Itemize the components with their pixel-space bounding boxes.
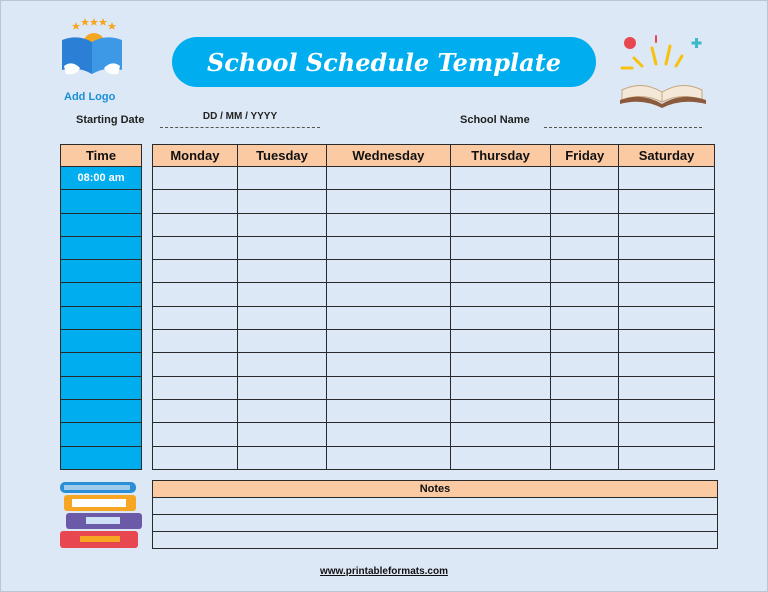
schedule-cell-friday[interactable] bbox=[551, 190, 619, 213]
schedule-cell-thursday[interactable] bbox=[450, 167, 551, 190]
add-logo-label[interactable]: Add Logo bbox=[64, 91, 116, 103]
time-slot-cell[interactable] bbox=[61, 190, 142, 213]
schedule-cell-monday[interactable] bbox=[153, 399, 238, 422]
schedule-cell-monday[interactable] bbox=[153, 376, 238, 399]
open-book-sparkle-icon bbox=[616, 30, 710, 110]
schedule-row bbox=[153, 213, 715, 236]
schedule-cell-monday[interactable] bbox=[153, 190, 238, 213]
schedule-cell-tuesday[interactable] bbox=[237, 306, 326, 329]
schedule-row bbox=[153, 167, 715, 190]
time-slot-cell[interactable] bbox=[61, 213, 142, 236]
time-slot-cell[interactable] bbox=[61, 446, 142, 469]
time-slot-cell[interactable] bbox=[61, 330, 142, 353]
schedule-row bbox=[153, 330, 715, 353]
time-slot-cell[interactable] bbox=[61, 399, 142, 422]
schedule-cell-tuesday[interactable] bbox=[237, 236, 326, 259]
schedule-cell-monday[interactable] bbox=[153, 213, 238, 236]
schedule-cell-saturday[interactable] bbox=[619, 399, 715, 422]
schedule-cell-saturday[interactable] bbox=[619, 330, 715, 353]
schedule-cell-friday[interactable] bbox=[551, 213, 619, 236]
schedule-row bbox=[153, 190, 715, 213]
time-header: Time bbox=[61, 145, 142, 167]
schedule-cell-friday[interactable] bbox=[551, 446, 619, 469]
schedule-cell-saturday[interactable] bbox=[619, 190, 715, 213]
schedule-cell-wednesday[interactable] bbox=[327, 423, 451, 446]
schedule-cell-thursday[interactable] bbox=[450, 260, 551, 283]
schedule-cell-tuesday[interactable] bbox=[237, 330, 326, 353]
schedule-cell-thursday[interactable] bbox=[450, 236, 551, 259]
schedule-cell-tuesday[interactable] bbox=[237, 260, 326, 283]
time-slot-cell[interactable] bbox=[61, 306, 142, 329]
schedule-row bbox=[153, 446, 715, 469]
schedule-cell-friday[interactable] bbox=[551, 399, 619, 422]
schedule-cell-saturday[interactable] bbox=[619, 353, 715, 376]
day-header-tuesday: Tuesday bbox=[237, 145, 326, 167]
schedule-cell-wednesday[interactable] bbox=[327, 353, 451, 376]
starting-date-line bbox=[160, 127, 320, 128]
schedule-cell-thursday[interactable] bbox=[450, 306, 551, 329]
notes-header: Notes bbox=[153, 481, 718, 498]
schedule-cell-thursday[interactable] bbox=[450, 446, 551, 469]
schedule-cell-wednesday[interactable] bbox=[327, 236, 451, 259]
footer-link[interactable]: www.printableformats.com bbox=[320, 566, 448, 577]
open-book-logo-icon bbox=[58, 18, 126, 84]
schedule-cell-wednesday[interactable] bbox=[327, 190, 451, 213]
schedule-cell-tuesday[interactable] bbox=[237, 376, 326, 399]
schedule-cell-monday[interactable] bbox=[153, 306, 238, 329]
schedule-cell-tuesday[interactable] bbox=[237, 446, 326, 469]
schedule-row bbox=[153, 399, 715, 422]
notes-line[interactable] bbox=[153, 498, 718, 515]
schedule-cell-tuesday[interactable] bbox=[237, 167, 326, 190]
schedule-cell-tuesday[interactable] bbox=[237, 423, 326, 446]
schedule-cell-monday[interactable] bbox=[153, 236, 238, 259]
schedule-row bbox=[153, 353, 715, 376]
schedule-cell-saturday[interactable] bbox=[619, 446, 715, 469]
schedule-row bbox=[153, 423, 715, 446]
schedule-cell-saturday[interactable] bbox=[619, 376, 715, 399]
day-header-friday: Friday bbox=[551, 145, 619, 167]
schedule-cell-friday[interactable] bbox=[551, 236, 619, 259]
schedule-table bbox=[152, 144, 715, 470]
schedule-cell-friday[interactable] bbox=[551, 423, 619, 446]
time-slot-cell[interactable] bbox=[61, 423, 142, 446]
schedule-cell-wednesday[interactable] bbox=[327, 167, 451, 190]
notes-table bbox=[152, 480, 718, 549]
day-header-wednesday: Wednesday bbox=[327, 145, 451, 167]
schedule-cell-wednesday[interactable] bbox=[327, 213, 451, 236]
schedule-cell-tuesday[interactable] bbox=[237, 190, 326, 213]
schedule-cell-friday[interactable] bbox=[551, 353, 619, 376]
schedule-cell-friday[interactable] bbox=[551, 283, 619, 306]
schedule-row bbox=[153, 260, 715, 283]
schedule-cell-tuesday[interactable] bbox=[237, 399, 326, 422]
schedule-row bbox=[153, 306, 715, 329]
book-stack-icon bbox=[58, 480, 144, 550]
schedule-row bbox=[153, 283, 715, 306]
schedule-cell-wednesday[interactable] bbox=[327, 306, 451, 329]
schedule-cell-thursday[interactable] bbox=[450, 376, 551, 399]
time-slot-cell[interactable] bbox=[61, 236, 142, 259]
schedule-cell-thursday[interactable] bbox=[450, 423, 551, 446]
schedule-cell-friday[interactable] bbox=[551, 167, 619, 190]
time-slot-cell[interactable] bbox=[61, 260, 142, 283]
page-title: School Schedule Template bbox=[206, 47, 562, 77]
time-slot-cell[interactable] bbox=[61, 353, 142, 376]
school-name-label: School Name bbox=[460, 114, 530, 126]
schedule-cell-monday[interactable] bbox=[153, 260, 238, 283]
schedule-cell-thursday[interactable] bbox=[450, 283, 551, 306]
time-slot-cell[interactable] bbox=[61, 283, 142, 306]
schedule-cell-friday[interactable] bbox=[551, 330, 619, 353]
schedule-cell-monday[interactable] bbox=[153, 330, 238, 353]
day-header-thursday: Thursday bbox=[450, 145, 551, 167]
day-header-saturday: Saturday bbox=[619, 145, 715, 167]
notes-line[interactable] bbox=[153, 532, 718, 549]
schedule-cell-wednesday[interactable] bbox=[327, 399, 451, 422]
schedule-cell-thursday[interactable] bbox=[450, 330, 551, 353]
schedule-cell-wednesday[interactable] bbox=[327, 446, 451, 469]
schedule-cell-saturday[interactable] bbox=[619, 283, 715, 306]
time-column-table bbox=[60, 144, 142, 470]
schedule-cell-thursday[interactable] bbox=[450, 399, 551, 422]
schedule-cell-friday[interactable] bbox=[551, 260, 619, 283]
schedule-cell-wednesday[interactable] bbox=[327, 330, 451, 353]
starting-date-label: Starting Date bbox=[76, 114, 145, 126]
schedule-cell-tuesday[interactable] bbox=[237, 213, 326, 236]
schedule-cell-saturday[interactable] bbox=[619, 167, 715, 190]
schedule-cell-tuesday[interactable] bbox=[237, 283, 326, 306]
schedule-cell-friday[interactable] bbox=[551, 376, 619, 399]
schedule-cell-wednesday[interactable] bbox=[327, 283, 451, 306]
time-slot-cell[interactable] bbox=[61, 376, 142, 399]
schedule-cell-saturday[interactable] bbox=[619, 260, 715, 283]
schedule-cell-thursday[interactable] bbox=[450, 190, 551, 213]
school-name-field[interactable] bbox=[544, 127, 702, 128]
schedule-cell-thursday[interactable] bbox=[450, 213, 551, 236]
schedule-cell-monday[interactable] bbox=[153, 353, 238, 376]
title-banner bbox=[172, 37, 596, 87]
notes-line[interactable] bbox=[153, 515, 718, 532]
schedule-row bbox=[153, 236, 715, 259]
schedule-cell-saturday[interactable] bbox=[619, 236, 715, 259]
schedule-cell-thursday[interactable] bbox=[450, 353, 551, 376]
schedule-cell-monday[interactable] bbox=[153, 446, 238, 469]
schedule-cell-monday[interactable] bbox=[153, 423, 238, 446]
day-header-monday: Monday bbox=[153, 145, 238, 167]
schedule-cell-tuesday[interactable] bbox=[237, 353, 326, 376]
schedule-row bbox=[153, 376, 715, 399]
schedule-cell-wednesday[interactable] bbox=[327, 260, 451, 283]
schedule-cell-saturday[interactable] bbox=[619, 423, 715, 446]
starting-date-value[interactable]: DD / MM / YYYY bbox=[202, 111, 278, 122]
schedule-cell-monday[interactable] bbox=[153, 167, 238, 190]
schedule-cell-wednesday[interactable] bbox=[327, 376, 451, 399]
schedule-cell-monday[interactable] bbox=[153, 283, 238, 306]
schedule-cell-saturday[interactable] bbox=[619, 213, 715, 236]
schedule-cell-saturday[interactable] bbox=[619, 306, 715, 329]
schedule-cell-friday[interactable] bbox=[551, 306, 619, 329]
time-slot-cell[interactable]: 08:00 am bbox=[61, 167, 142, 190]
